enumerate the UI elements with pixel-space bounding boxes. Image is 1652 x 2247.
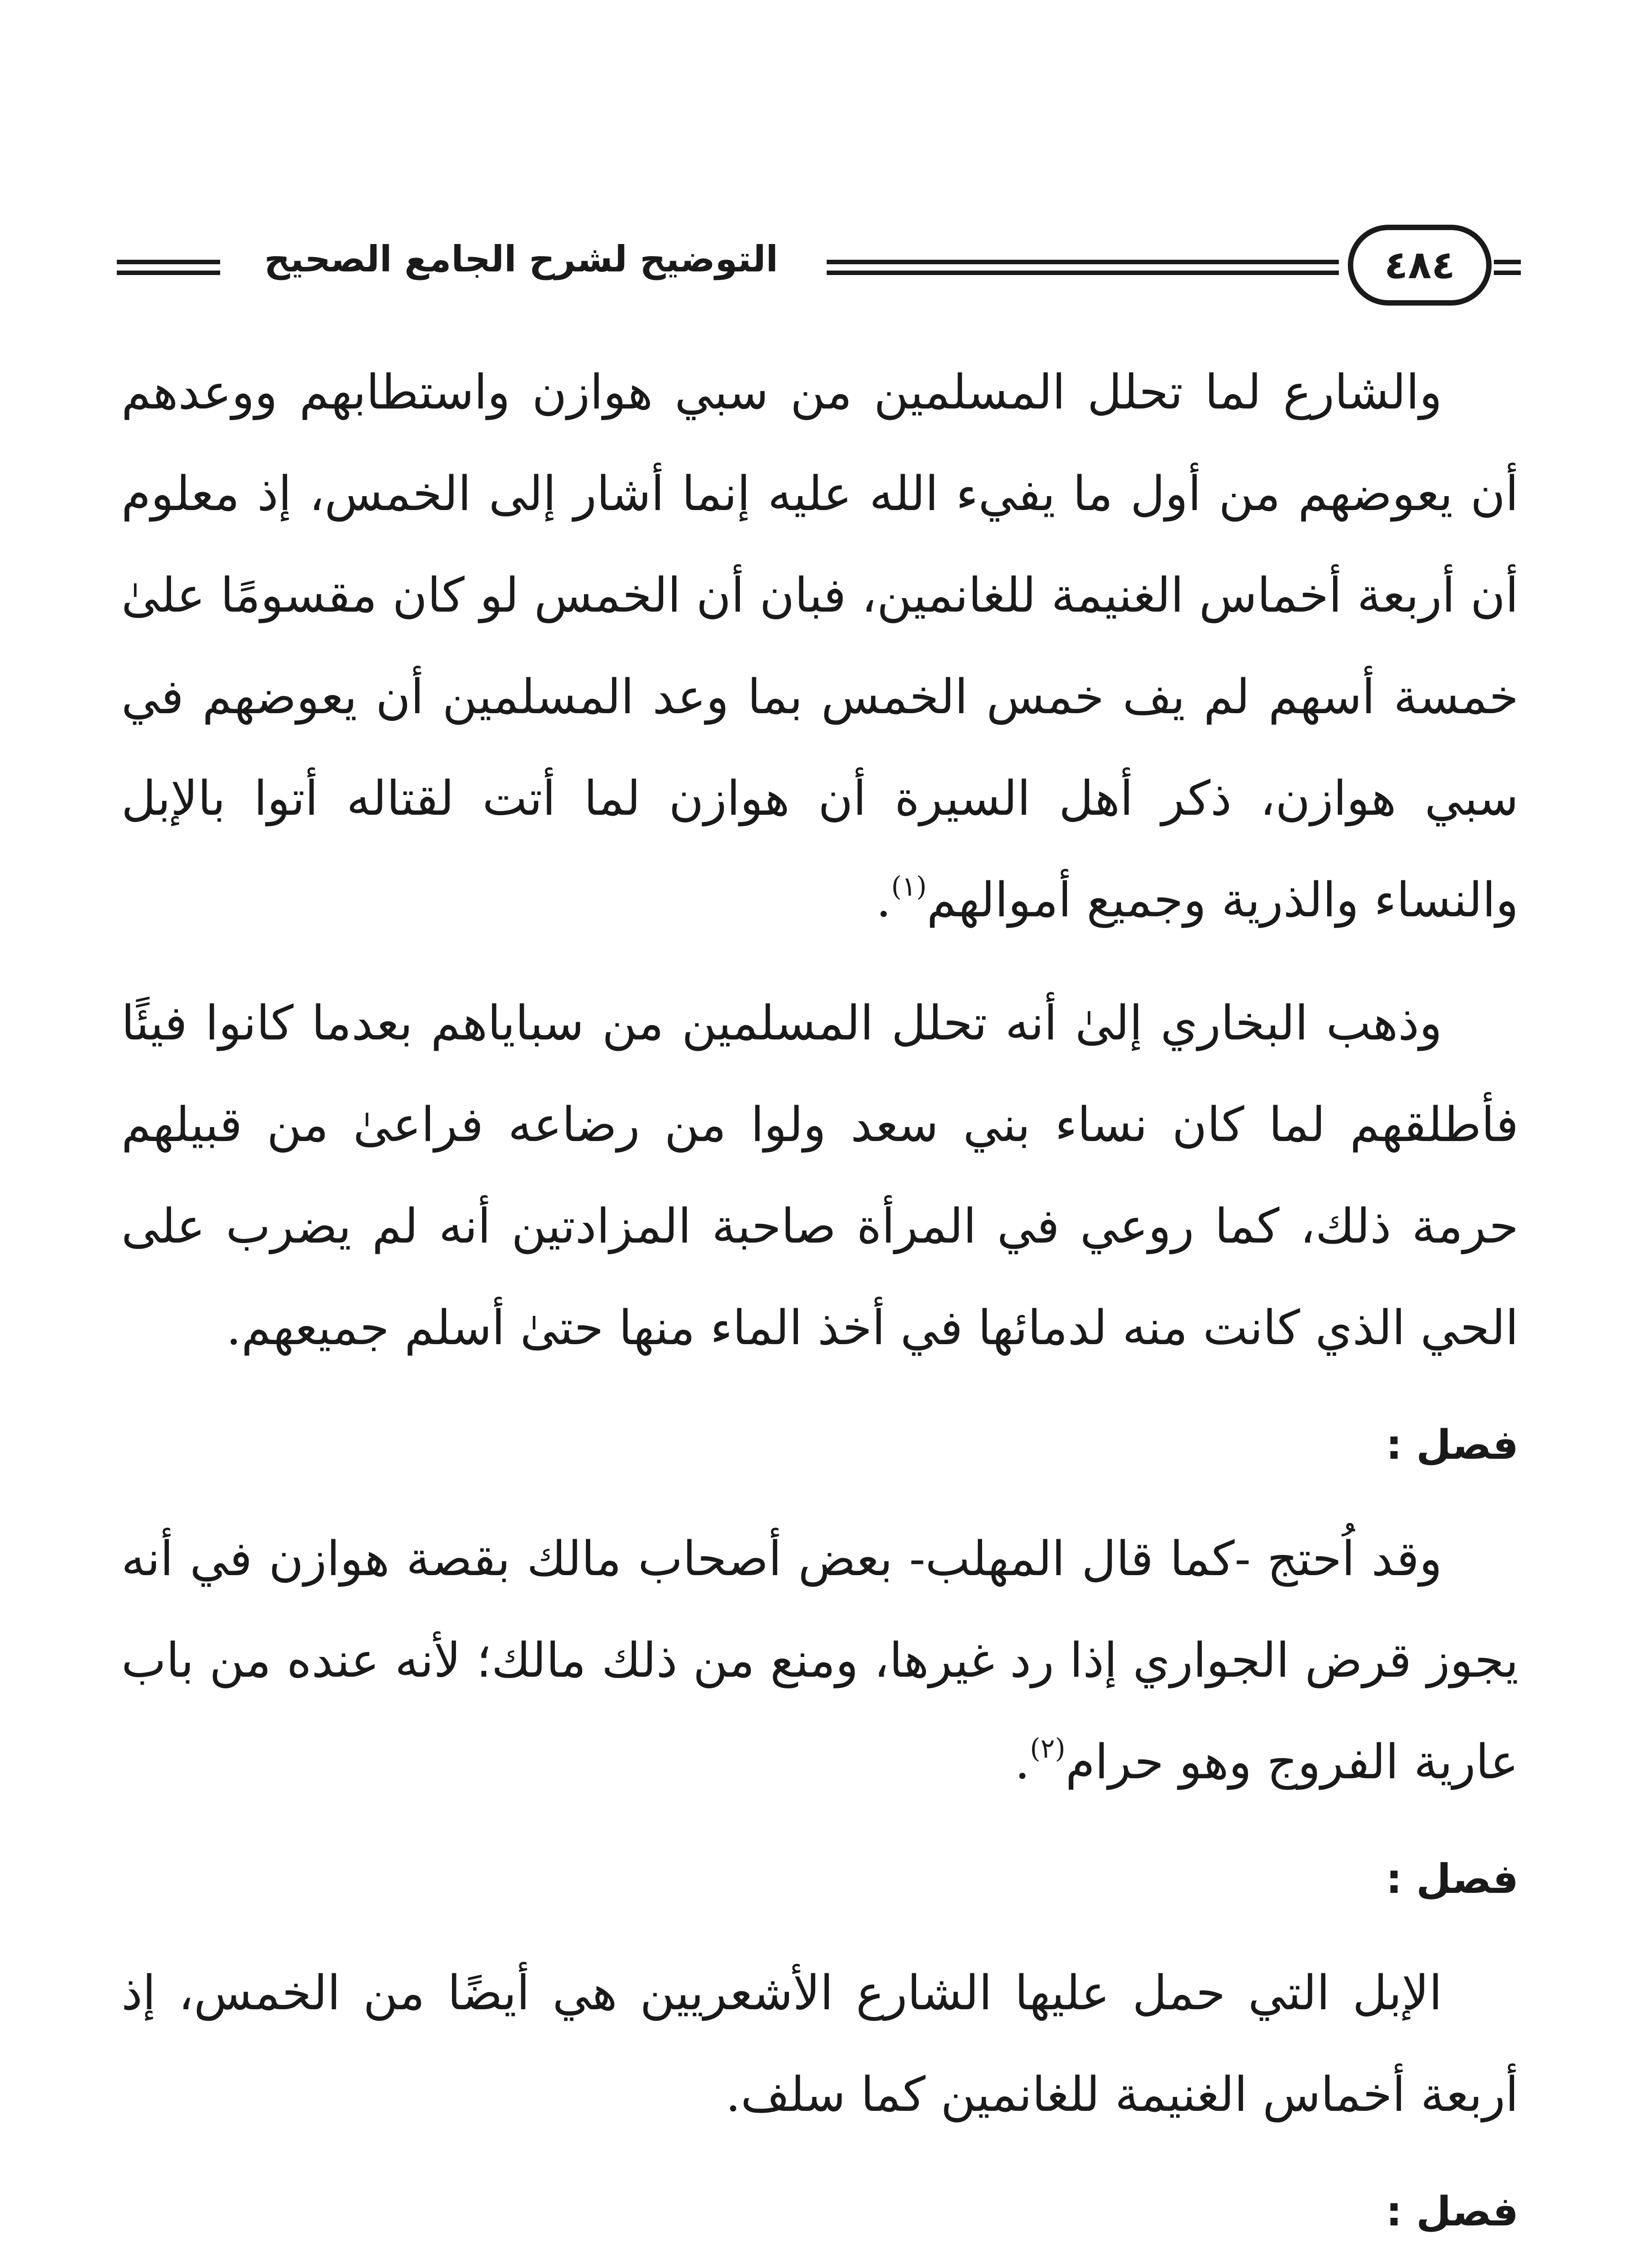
paragraph-text: الإبل التي حمل عليها الشارع الأشعريين هي أيضًا من الخمس، إذ أربعة أخماس الغنيمة للغانمين كما سلف.: [121, 1965, 1519, 2122]
header-rule: [1494, 260, 1521, 264]
section-heading: فصل :: [1386, 1856, 1519, 1903]
paragraph-text: وقد اُحتج -كما قال المهلب- بعض أصحاب مالك بقصة هوازن في أنه يجوز قرض الجواري إذا رد غيرها، ومنع من ذلك مالك؛ لأنه عنده من باب عارية الفروج وهو حرام: [121, 1531, 1519, 1790]
paragraph-text: وذهب البخاري إلىٰ أنه تحلل المسلمين من سباياهم بعدما كانوا فيئًا فأطلقهم لما كان نساء بني سعد ولوا من رضاعه فراعىٰ من قبيلهم حرمة ذلك، كما روعي في المرأة صاحبة المزادتين أنه لم يضرب على الحي الذي كانت منه لدمائها في أخذ الماء منها حتىٰ أسلم جميعهم.: [121, 995, 1519, 1355]
header-rule: [117, 271, 220, 275]
paragraph-end: .: [1014, 1734, 1030, 1790]
page-header: [117, 216, 1519, 306]
paragraph-end: .: [876, 872, 891, 928]
paragraph: [121, 342, 1519, 951]
header-rule: [117, 260, 220, 264]
header-rule: [827, 271, 1339, 275]
page-number: ٤٨٤: [1384, 243, 1455, 288]
section-heading: فصل :: [1386, 2188, 1519, 2235]
page-number-frame: [1348, 225, 1492, 306]
header-rule: [1494, 271, 1521, 275]
paragraph: [121, 973, 1519, 1379]
section-heading: فصل :: [1386, 1421, 1519, 1469]
main-text: [121, 342, 1519, 2247]
footnote-marker: (٢): [1030, 1733, 1066, 1764]
paragraph: [121, 1508, 1519, 1813]
running-title: التوضيح لشرح الجامع الصحيح: [264, 238, 778, 280]
paragraph-text: والشارع لما تحلل المسلمين من سبي هوازن واستطابهم ووعدهم أن يعوضهم من أول ما يفيء الله عليه إنما أشار إلى الخمس، إذ معلوم أن أربعة أخماس الغنيمة للغانمين، فبان أن الخمس لو كان مقسومًا علىٰ خمسة أسهم لم يف خمس الخمس بما وعد المسلمين أن يعوضهم في سبي هوازن، ذكر أهل السيرة أن هوازن لما أتت لقتاله أتوا بالإبل والنساء والذرية وجميع أموالهم: [121, 364, 1519, 928]
header-rule: [827, 260, 1339, 264]
paragraph: [121, 1942, 1519, 2145]
footnote-marker: (١): [891, 871, 927, 902]
